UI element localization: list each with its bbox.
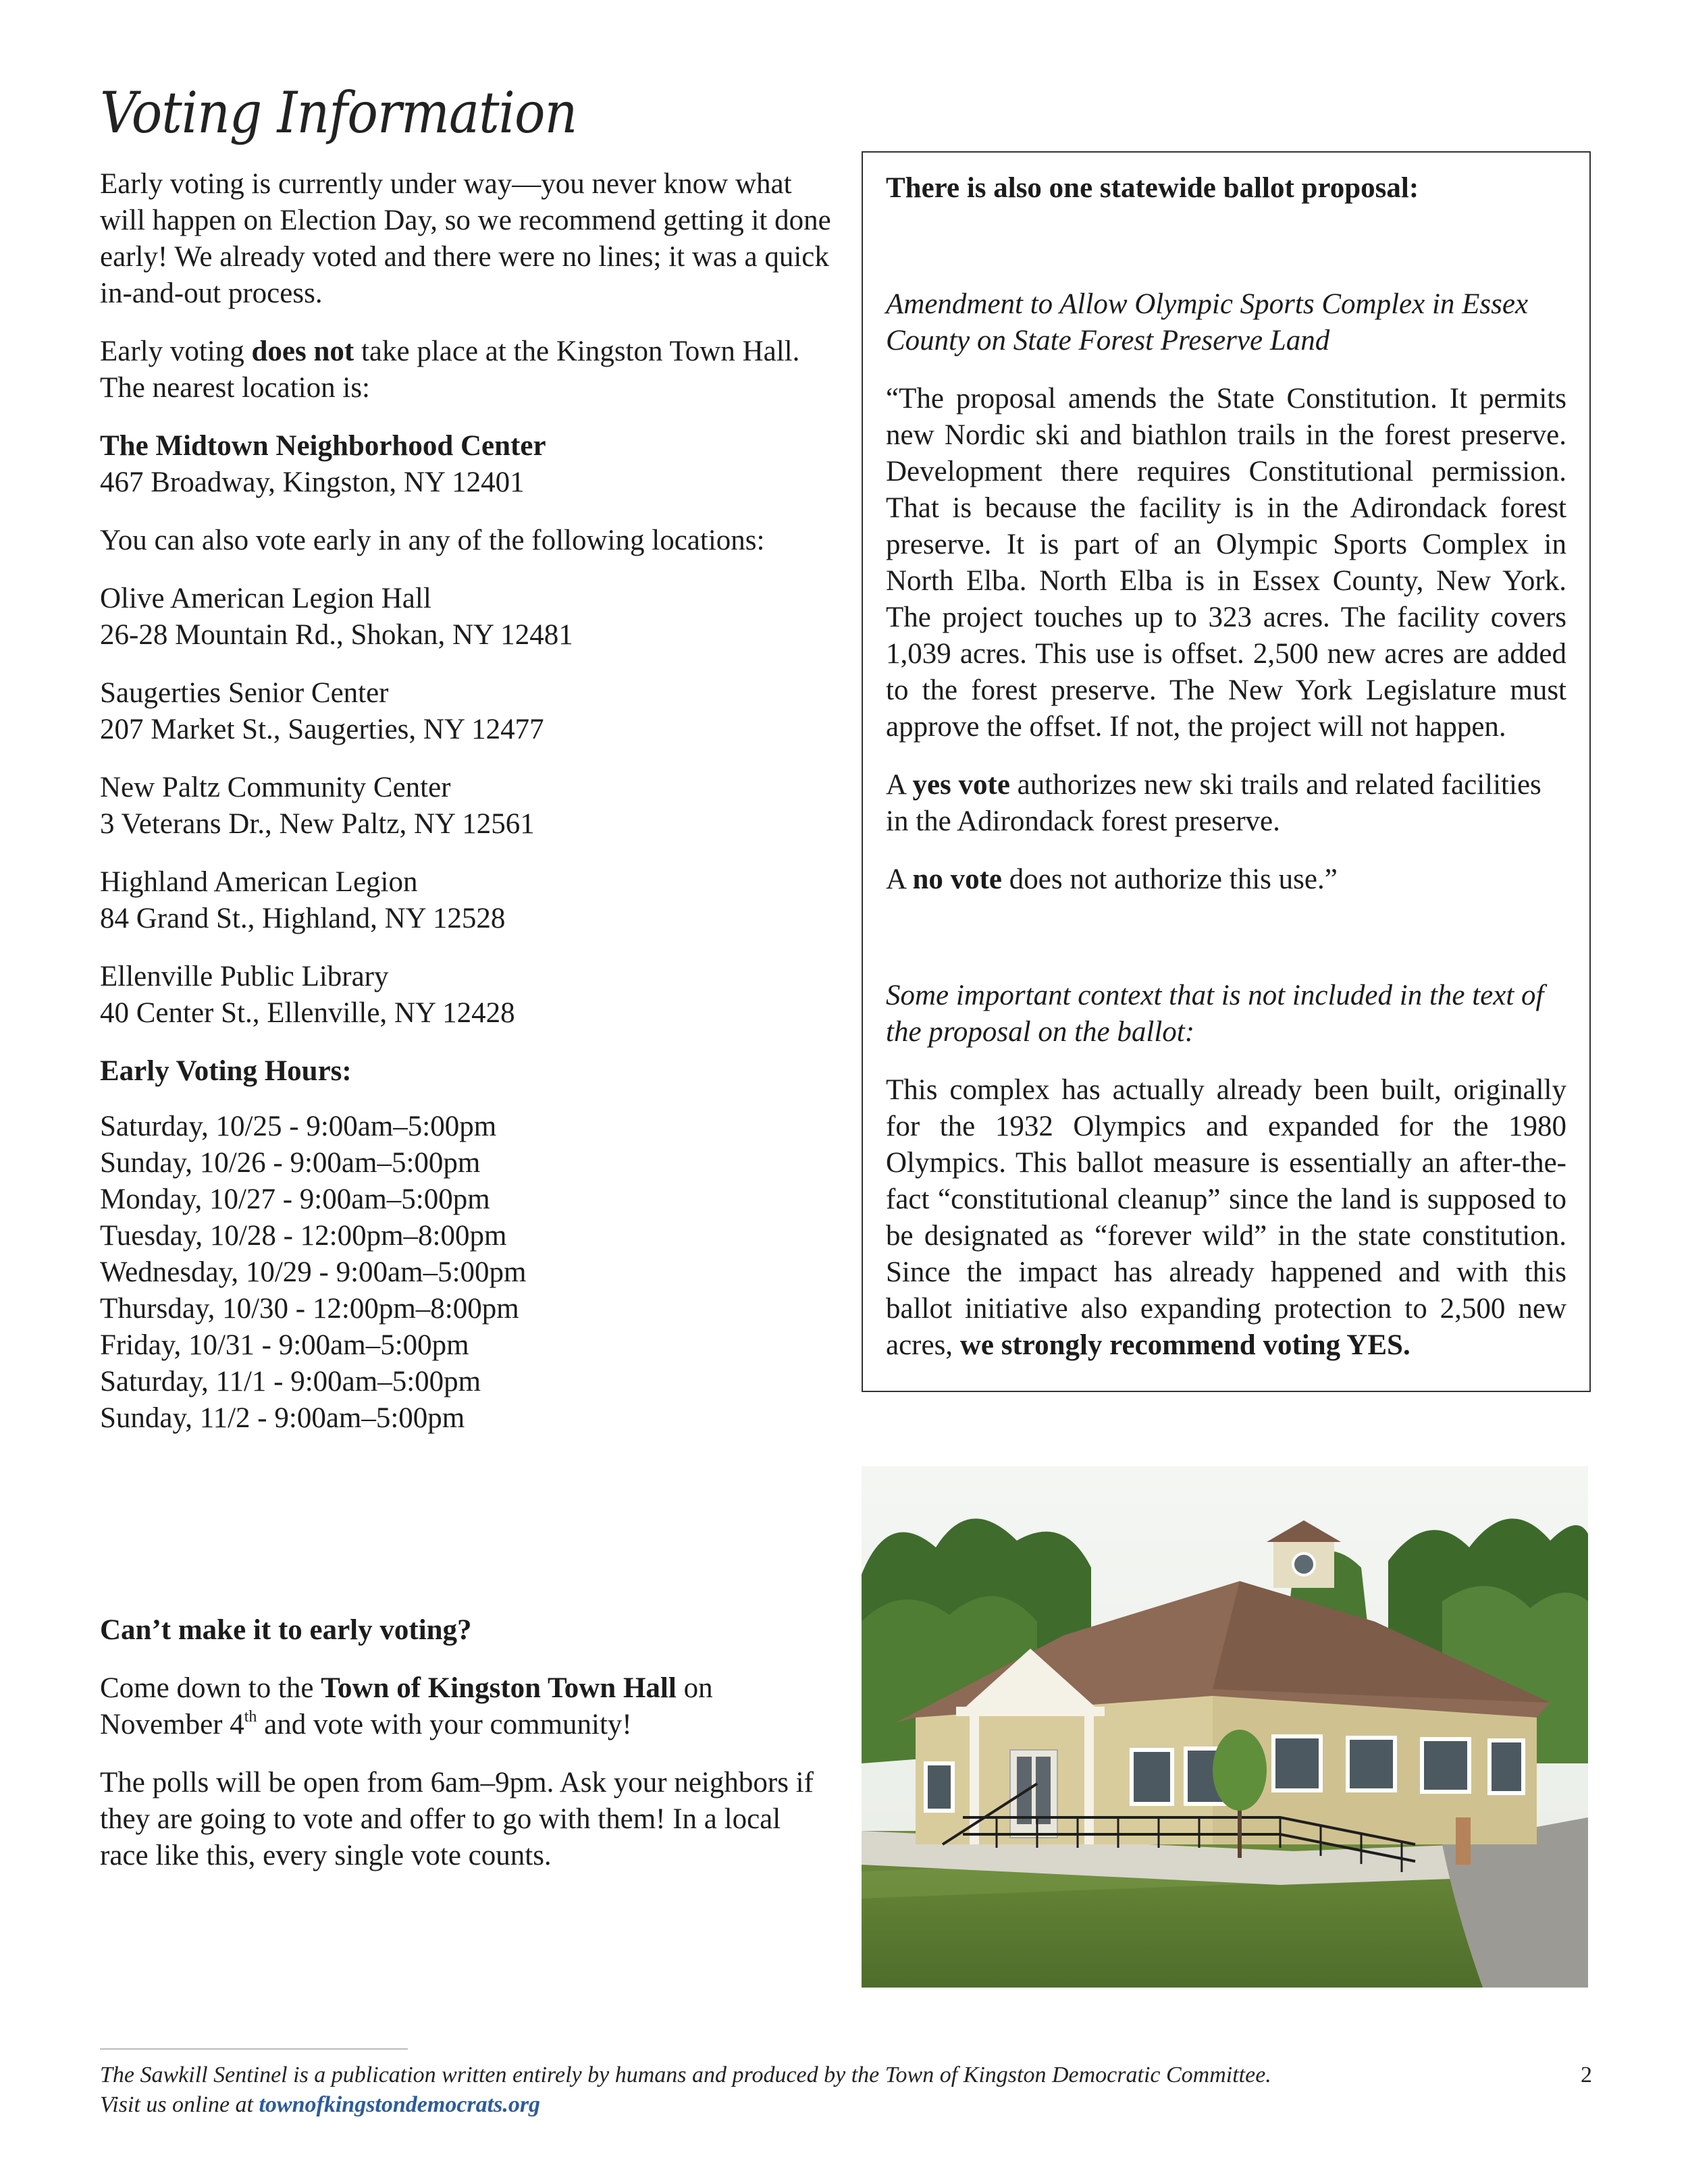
election-day-paragraph: Come down to the Town of Kingston Town Hall on November 4th and vote with your community! (100, 1672, 713, 1740)
footer-website-line: Visit us online at townofkingstondemocrats.org (100, 2092, 541, 2117)
yes-vote-text: A yes vote authorizes new ski trails and related facilities in the Adirondack forest preserve. (886, 769, 1541, 837)
context-body: This complex has actually already been built, originally for the 1932 Olympics and expanded for the 1980 Olympics. This ballot measure is essentially an after-the-fact “constitutional cleanup” since the land is supposed to be designated as “forever wild” in the state constitution. Since the impact has already happened and with this ballot initiative also expanding protection to 2,500 new acres, we strongly recommend voting YES. (886, 1074, 1566, 1361)
location-name: Ellenville Public Library (100, 961, 389, 992)
location-address: 26-28 Mountain Rd., Shokan, NY 12481 (100, 619, 573, 651)
no-vote-text: A no vote does not authorize this use.” (886, 863, 1338, 895)
town-hall-photo (862, 1466, 1588, 1988)
location-name: Olive American Legion Hall (100, 583, 431, 614)
location-entry (100, 581, 836, 654)
polls-paragraph: The polls will be open from 6am–9pm. Ask your neighbors if they are going to vote and offer to go with them! In a local race like this, every single vote counts. (100, 1767, 814, 1871)
hours-entry: Friday, 10/31 - 9:00am–5:00pm (100, 1329, 469, 1361)
locations-list (100, 581, 836, 1032)
hours-list (100, 1109, 836, 1437)
location-address: 40 Center St., Ellenville, NY 12428 (100, 997, 515, 1029)
hours-entry: Saturday, 11/1 - 9:00am–5:00pm (100, 1366, 481, 1397)
location-name: New Paltz Community Center (100, 772, 451, 803)
location-address: 207 Market St., Saugerties, NY 12477 (100, 714, 544, 745)
early-voting-column (100, 166, 836, 1437)
hours-entry: Tuesday, 10/28 - 12:00pm–8:00pm (100, 1220, 507, 1252)
location-address: 467 Broadway, Kingston, NY 12401 (100, 467, 525, 498)
intro-paragraph-2: Early voting does not take place at the Kingston Town Hall. The nearest location is: (100, 336, 800, 404)
location-address: 84 Grand St., Highland, NY 12528 (100, 903, 506, 934)
location-name: Highland American Legion (100, 866, 418, 898)
proposal-quote: “The proposal amends the State Constitution. It permits new Nordic ski and biathlon trails in the forest preserve. Development there requires Constitutional permission. That is because the facility is in the Adirondack forest preserve. It is part of an Olympic Sports Complex in North Elba. North Elba is in Essex County, New York. The project touches up to 323 acres. The facility covers 1,039 acres. This use is offset. 2,500 new acres are added to the forest preserve. The New York Legislature must approve the offset. If not, the project will not happen. (886, 383, 1566, 743)
location-entry (100, 770, 836, 843)
location-name: The Midtown Neighborhood Center (100, 430, 546, 462)
sidebar-heading: There is also one statewide ballot proposal: (886, 172, 1419, 204)
hours-entry: Saturday, 10/25 - 9:00am–5:00pm (100, 1111, 497, 1142)
location-entry (100, 675, 836, 748)
intro-paragraph: Early voting is currently under way—you never know what will happen on Election Day, so we recommend getting it done early! We already voted and there were no lines; it was a quick in-and-out process. (100, 168, 831, 309)
recommendation: we strongly recommend voting YES. (959, 1329, 1410, 1361)
location-entry (100, 864, 836, 937)
emphasis-does-not: does not (251, 336, 354, 367)
hours-entry: Sunday, 11/2 - 9:00am–5:00pm (100, 1402, 465, 1434)
page-number: 2 (1581, 2062, 1592, 2087)
footer-publication-note: The Sawkill Sentinel is a publication written entirely by humans and produced by the Town of Kingston Democratic Committee. (100, 2062, 1271, 2087)
footer (100, 2060, 1592, 2120)
footer-divider (100, 2048, 408, 2050)
context-heading: Some important context that is not included in the text of the proposal on the ballot: (886, 980, 1544, 1048)
location-entry (100, 959, 836, 1032)
other-locations-intro: You can also vote early in any of the following locations: (100, 525, 765, 556)
hours-entry: Monday, 10/27 - 9:00am–5:00pm (100, 1183, 490, 1215)
amendment-title: Amendment to Allow Olympic Sports Complex in Essex County on State Forest Preserve Land (886, 288, 1529, 356)
election-day-section (100, 1612, 829, 1896)
website-link[interactable]: townofkingstondemocrats.org (259, 2092, 541, 2117)
location-address: 3 Veterans Dr., New Paltz, NY 12561 (100, 808, 535, 840)
hours-heading: Early Voting Hours: (100, 1055, 352, 1087)
nearest-location (100, 428, 836, 501)
page-title: Voting Information (100, 80, 577, 146)
hours-entry: Wednesday, 10/29 - 9:00am–5:00pm (100, 1256, 527, 1288)
ballot-proposal-box (862, 151, 1591, 1392)
location-name: Saugerties Senior Center (100, 677, 389, 709)
hours-entry: Thursday, 10/30 - 12:00pm–8:00pm (100, 1293, 519, 1325)
election-day-heading: Can’t make it to early voting? (100, 1614, 472, 1646)
hours-entry: Sunday, 10/26 - 9:00am–5:00pm (100, 1147, 481, 1179)
